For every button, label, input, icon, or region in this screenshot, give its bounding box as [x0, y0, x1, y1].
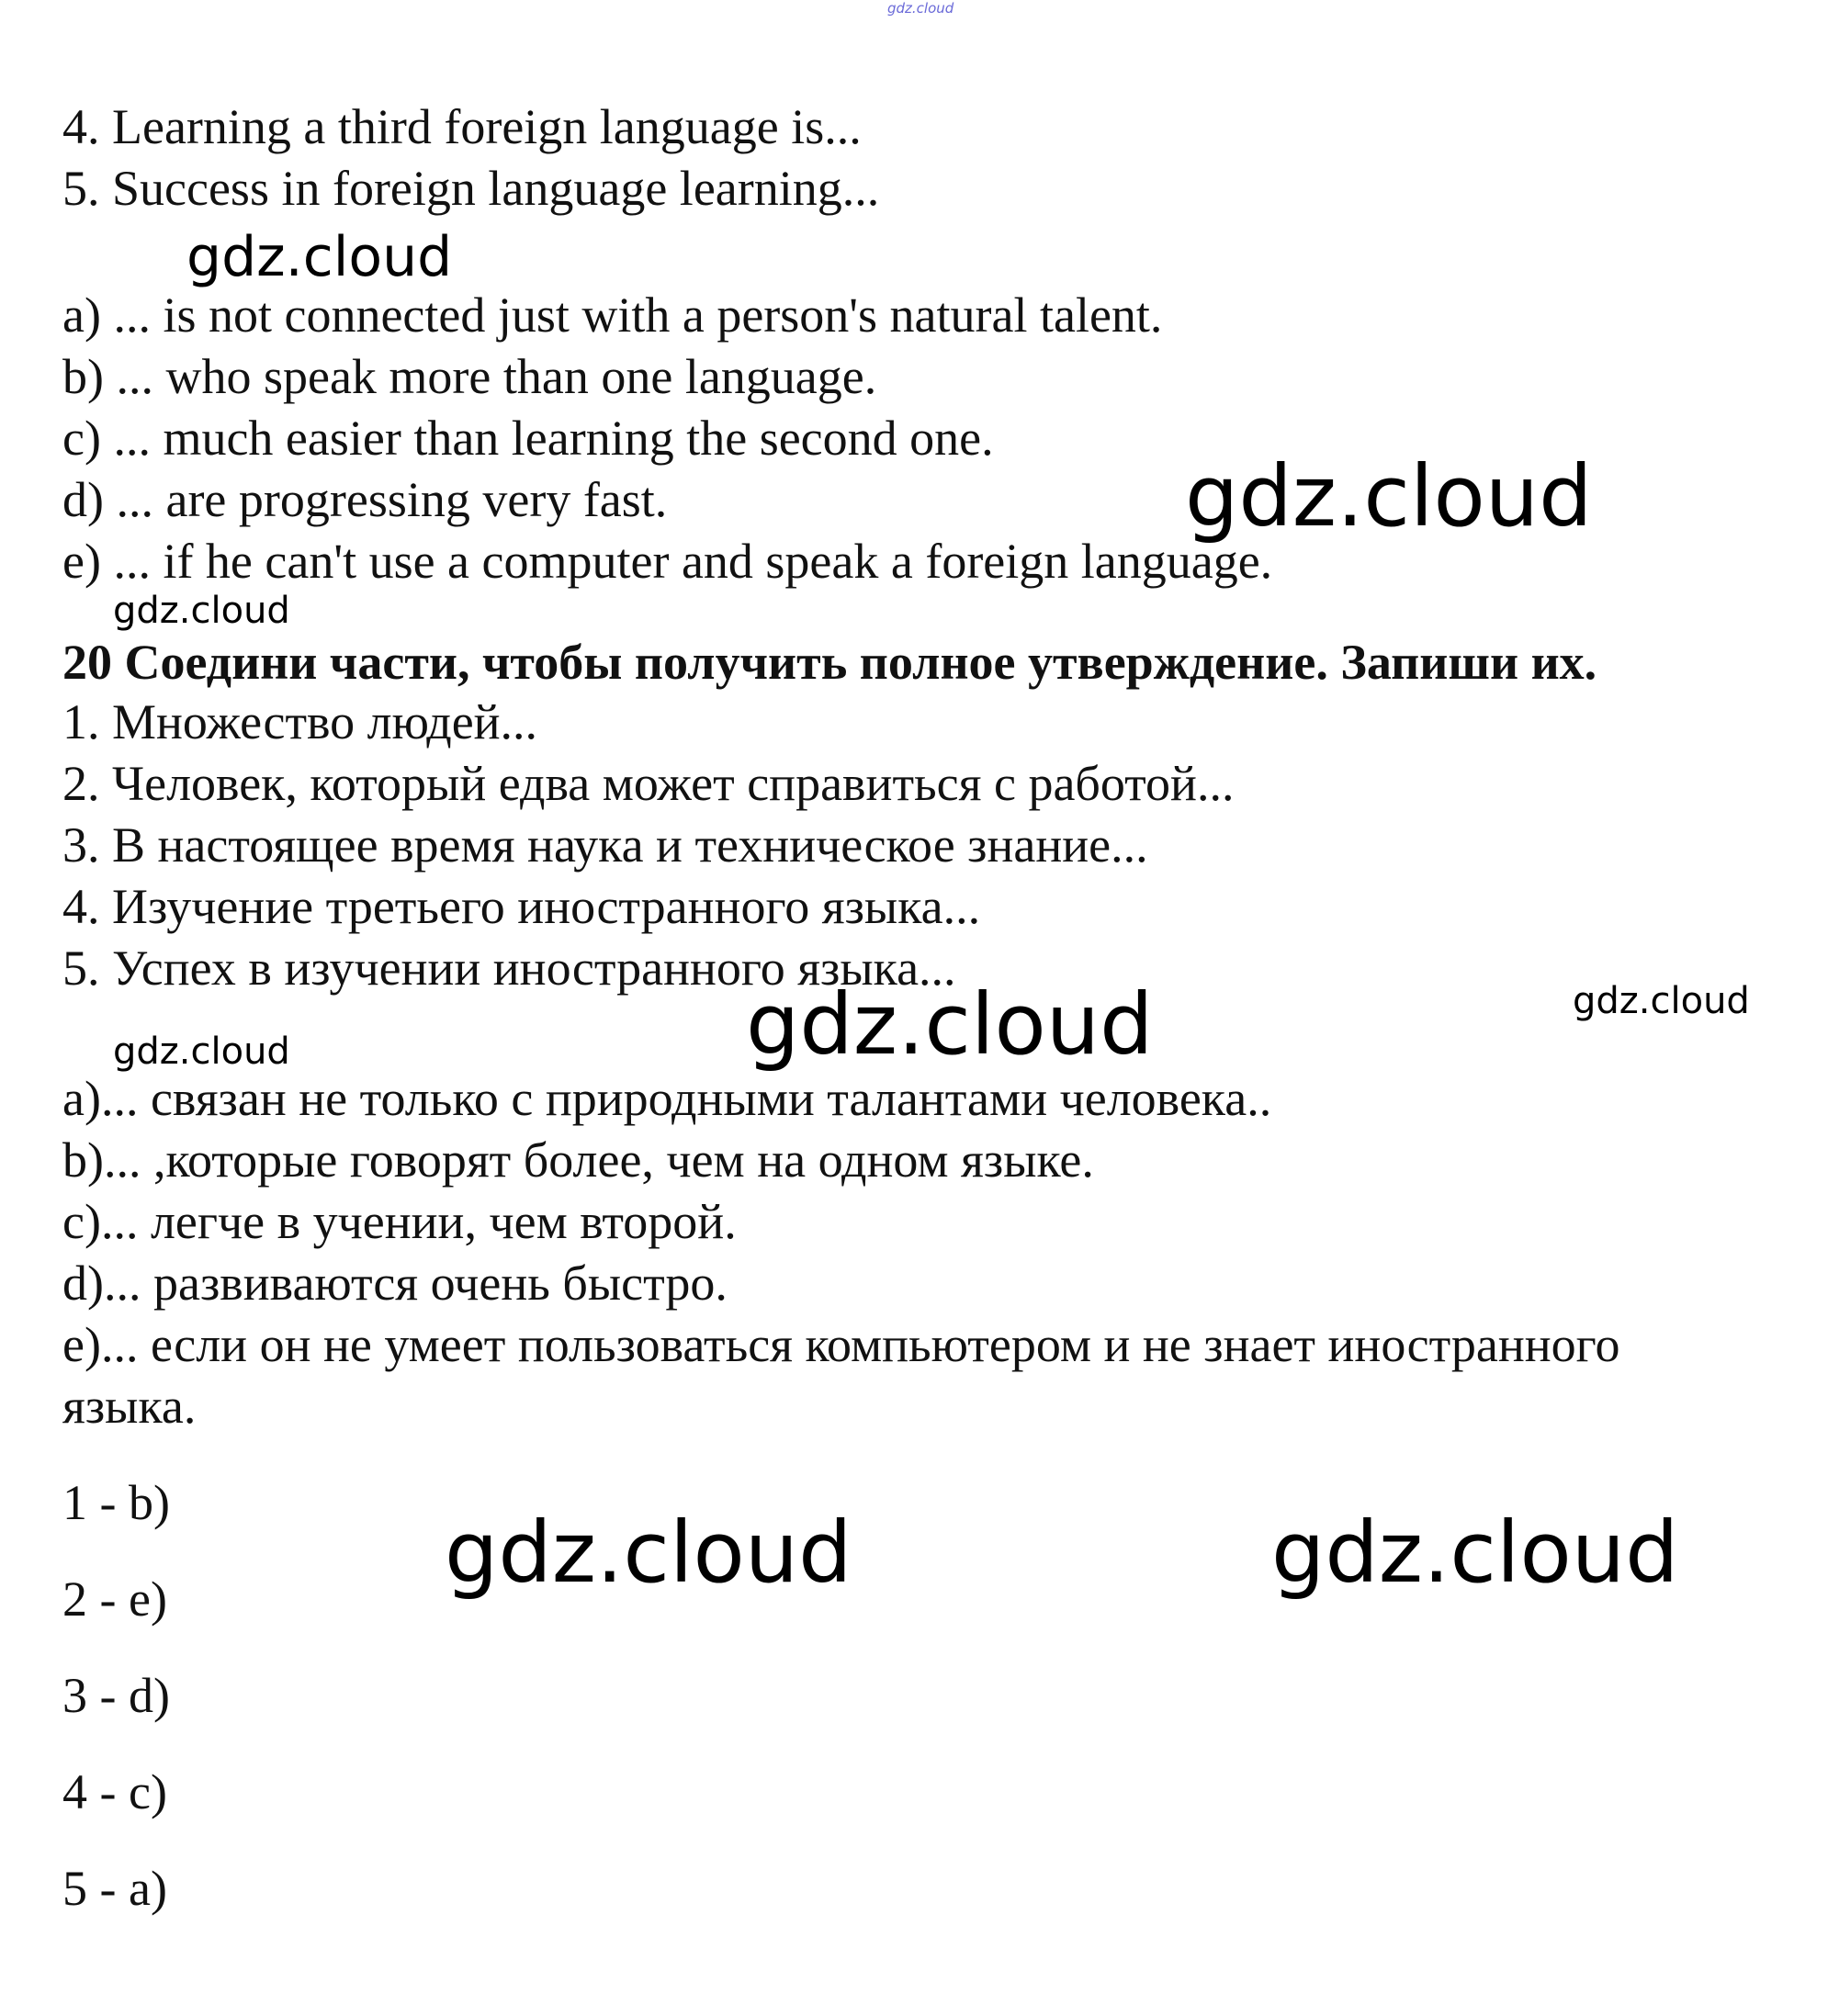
russian-ending-e-continued: языка.: [62, 1379, 197, 1434]
answer-5: 5 - a): [62, 1861, 167, 1916]
watermark: gdz.cloud: [1271, 1504, 1679, 1602]
answer-1: 1 - b): [62, 1475, 170, 1530]
watermark: gdz.cloud: [113, 590, 290, 632]
task-heading: 20 Соедини части, чтобы получить полное утверждение. Запиши их.: [62, 635, 1597, 690]
answer-2: 2 - e): [62, 1571, 167, 1627]
watermark: gdz.cloud: [445, 1504, 852, 1602]
english-statement-4: 4. Learning a third foreign language is...: [62, 99, 862, 154]
russian-ending-a: a)... связан не только с природными талантами человека..: [62, 1071, 1272, 1126]
answer-4: 4 - c): [62, 1764, 167, 1819]
watermark: gdz.cloud: [1573, 980, 1750, 1022]
russian-statement-5: 5. Успех в изучении иностранного языка...: [62, 940, 956, 996]
russian-ending-b: b)... ,которые говорят более, чем на одном языке.: [62, 1132, 1094, 1188]
russian-statement-4: 4. Изучение третьего иностранного языка...: [62, 879, 981, 934]
english-ending-e: e) ... if he can't use a computer and speak a foreign language.: [62, 534, 1273, 589]
watermark: gdz.cloud: [1185, 447, 1593, 546]
watermark: gdz.cloud: [113, 1031, 290, 1073]
watermark-top: gdz.cloud: [887, 0, 954, 17]
russian-ending-e: e)... если он не умеет пользоваться компьютером и не знает иностранного: [62, 1317, 1620, 1372]
russian-statement-2: 2. Человек, который едва может справиться с работой...: [62, 756, 1235, 811]
english-ending-a: a) ... is not connected just with a person's natural talent.: [62, 287, 1163, 343]
russian-statement-3: 3. В настоящее время наука и техническое знание...: [62, 817, 1148, 873]
russian-statement-1: 1. Множество людей...: [62, 694, 538, 749]
watermark: gdz.cloud: [746, 975, 1154, 1074]
english-statement-5: 5. Success in foreign language learning...: [62, 161, 880, 216]
watermark: gdz.cloud: [186, 225, 453, 289]
english-ending-b: b) ... who speak more than one language.: [62, 349, 877, 404]
russian-ending-d: d)... развиваются очень быстро.: [62, 1256, 728, 1311]
answer-3: 3 - d): [62, 1668, 170, 1723]
english-ending-d: d) ... are progressing very fast.: [62, 472, 668, 527]
russian-ending-c: c)... легче в учении, чем второй.: [62, 1194, 737, 1249]
english-ending-c: c) ... much easier than learning the second one.: [62, 411, 994, 466]
